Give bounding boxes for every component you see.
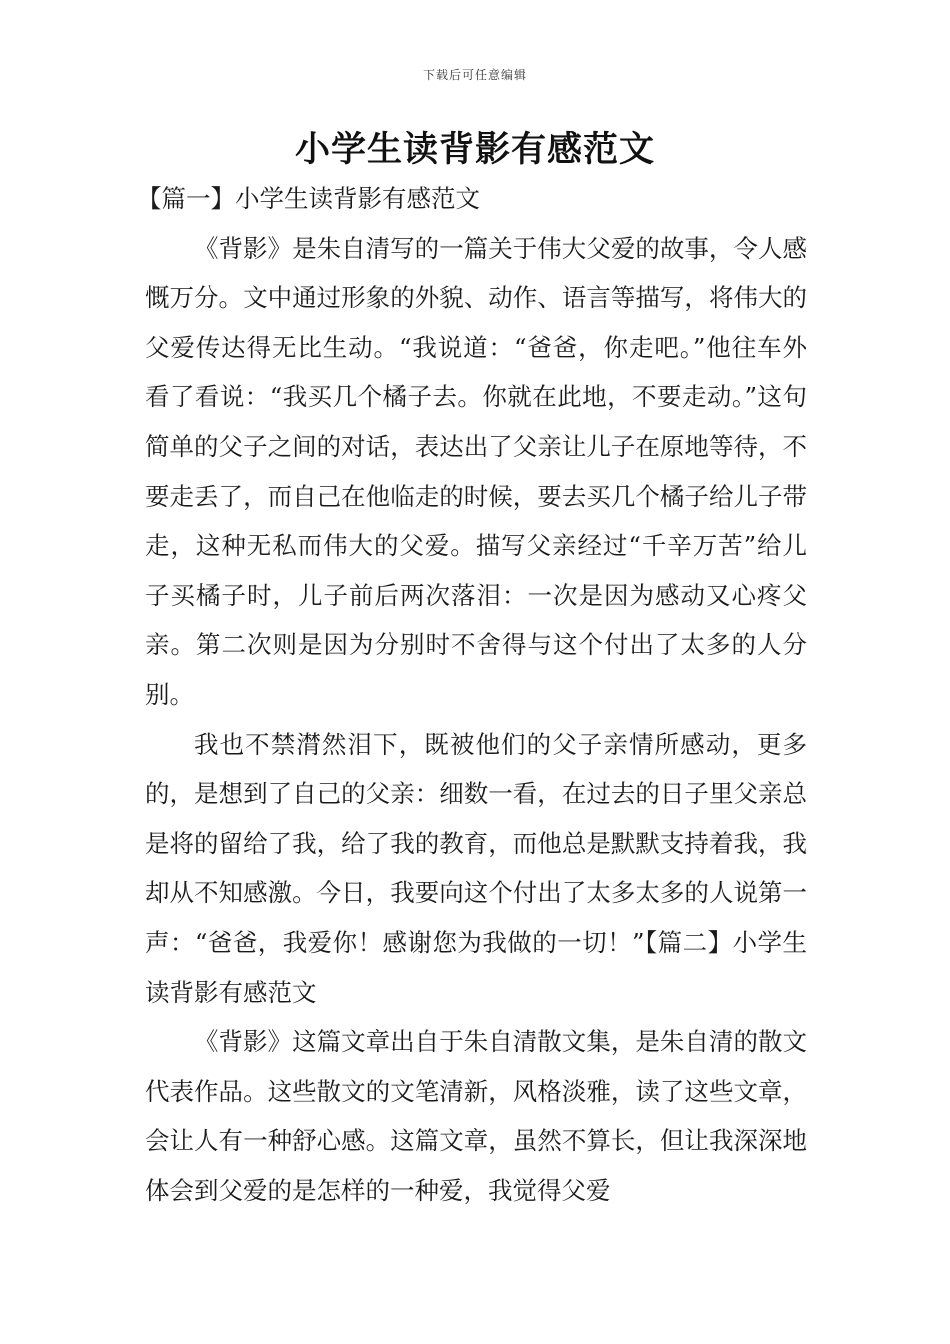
header-note: 下载后可任意编辑 [422, 68, 527, 82]
document-title: 小学生读背影有感范文 [294, 130, 655, 170]
document-body [137, 174, 807, 1215]
paragraph-1: 《背影》是朱自清写的一篇关于伟大父爱的故事，令人感慨万分。文中通过形象的外貌、动作、语言等描写，将伟大的父爱传达得无比生动。“我说道：“爸爸，你走吧。”他往车外看了看说：“我买几个橘子去。你就在此地，不要走动。”这句简单的父子之间的对话，表达出了父亲让儿子在原地等待，不要走丢了，而自己在他临走的时候，要去买几个橘子给儿子带走，这种无私而伟大的父爱。描写父亲经过“千辛万苦”给儿子买橘子时，儿子前后两次落泪：一次是因为感动又心疼父亲。第二次则是因为分别时不舍得与这个付出了太多的人分别。 [145, 233, 807, 709]
paragraph-2: 我也不禁潸然泪下，既被他们的父子亲情所感动，更多的，是想到了自己的父亲：细数一看，在过去的日子里父亲总是将的留给了我，给了我的教育，而他总是默默支持着我，我却从不知感激。今日，我要向这个付出了太多太多的人说第一声：“爸爸，我爱你！感谢您为我做的一切！”【篇二】小学生读背影有感范文 [145, 729, 807, 1007]
section-heading-1: 【篇一】小学生读背影有感范文 [137, 184, 480, 213]
paragraph-3: 《背影》这篇文章出自于朱自清散文集，是朱自清的散文代表作品。这些散文的文笔清新，风格淡雅，读了这些文章，会让人有一种舒心感。这篇文章，虽然不算长，但让我深深地体会到父爱的是怎样的一种爱，我觉得父爱 [145, 1027, 807, 1205]
